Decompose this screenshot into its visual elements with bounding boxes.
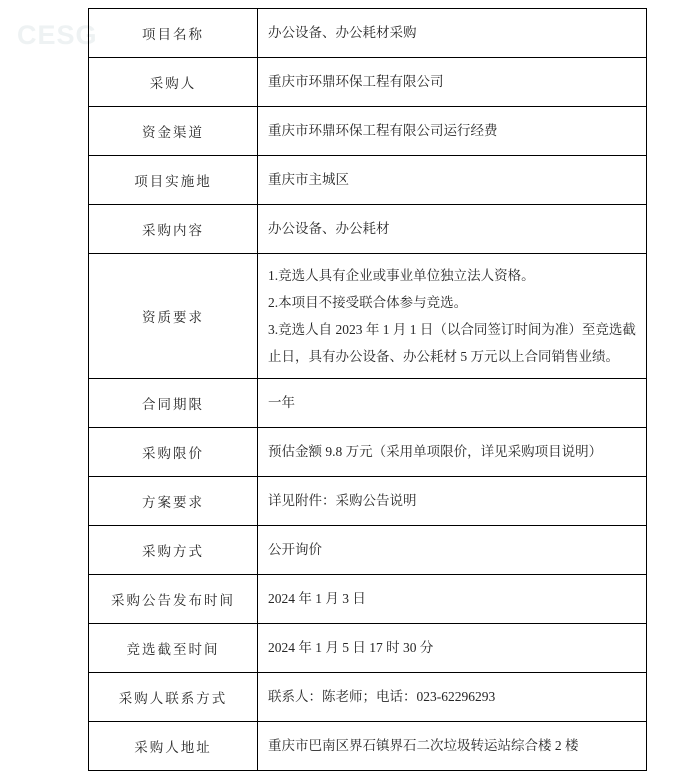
row-label: 采购限价 [89,428,258,477]
table-row [89,575,647,624]
row-label: 资金渠道 [89,107,258,156]
table-row [89,58,647,107]
requirement-line: 2.本项目不接受联合体参与竞选。 [268,295,468,310]
row-value: 2024 年 1 月 5 日 17 时 30 分 [258,624,647,673]
watermark-cesg: CESG [17,20,98,50]
table-row [89,673,647,722]
row-label: 采购方式 [89,526,258,575]
row-label: 采购人地址 [89,722,258,771]
row-label: 项目名称 [89,9,258,58]
table-row [89,722,647,771]
row-value: 详见附件：采购公告说明 [258,477,647,526]
row-label: 资质要求 [89,254,258,379]
table-row [89,205,647,254]
row-value: 2024 年 1 月 3 日 [258,575,647,624]
row-label: 竞选截至时间 [89,624,258,673]
requirement-line: 3.竞选人自 2023 年 1 月 1 日（以合同签订时间为准）至竞选截止日，具有办公设备、办公耗材 5 万元以上合同销售业绩。 [268,322,636,364]
row-label: 合同期限 [89,379,258,428]
row-value: 重庆市主城区 [258,156,647,205]
row-label: 项目实施地 [89,156,258,205]
procurement-table-body [89,9,647,771]
row-label: 方案要求 [89,477,258,526]
row-label: 采购人联系方式 [89,673,258,722]
procurement-info-table [88,8,647,771]
row-value: 重庆市巴南区界石镇界石二次垃圾转运站综合楼 2 楼 [258,722,647,771]
table-row [89,254,647,379]
table-row [89,379,647,428]
table-row [89,477,647,526]
row-value: 办公设备、办公耗材采购 [258,9,647,58]
requirement-line: 1.竞选人具有企业或事业单位独立法人资格。 [268,268,535,283]
table-row [89,107,647,156]
row-value: 一年 [258,379,647,428]
row-value: 预估金额 9.8 万元（采用单项限价，详见采购项目说明） [258,428,647,477]
row-value [258,254,647,379]
row-label: 采购内容 [89,205,258,254]
row-value: 联系人：陈老师；电话：023-62296293 [258,673,647,722]
table-row [89,526,647,575]
row-value: 重庆市环鼎环保工程有限公司运行经费 [258,107,647,156]
row-label: 采购公告发布时间 [89,575,258,624]
row-value: 办公设备、办公耗材 [258,205,647,254]
row-value: 重庆市环鼎环保工程有限公司 [258,58,647,107]
table-row [89,624,647,673]
row-value: 公开询价 [258,526,647,575]
table-row [89,428,647,477]
table-row [89,156,647,205]
table-row [89,9,647,58]
row-label: 采购人 [89,58,258,107]
